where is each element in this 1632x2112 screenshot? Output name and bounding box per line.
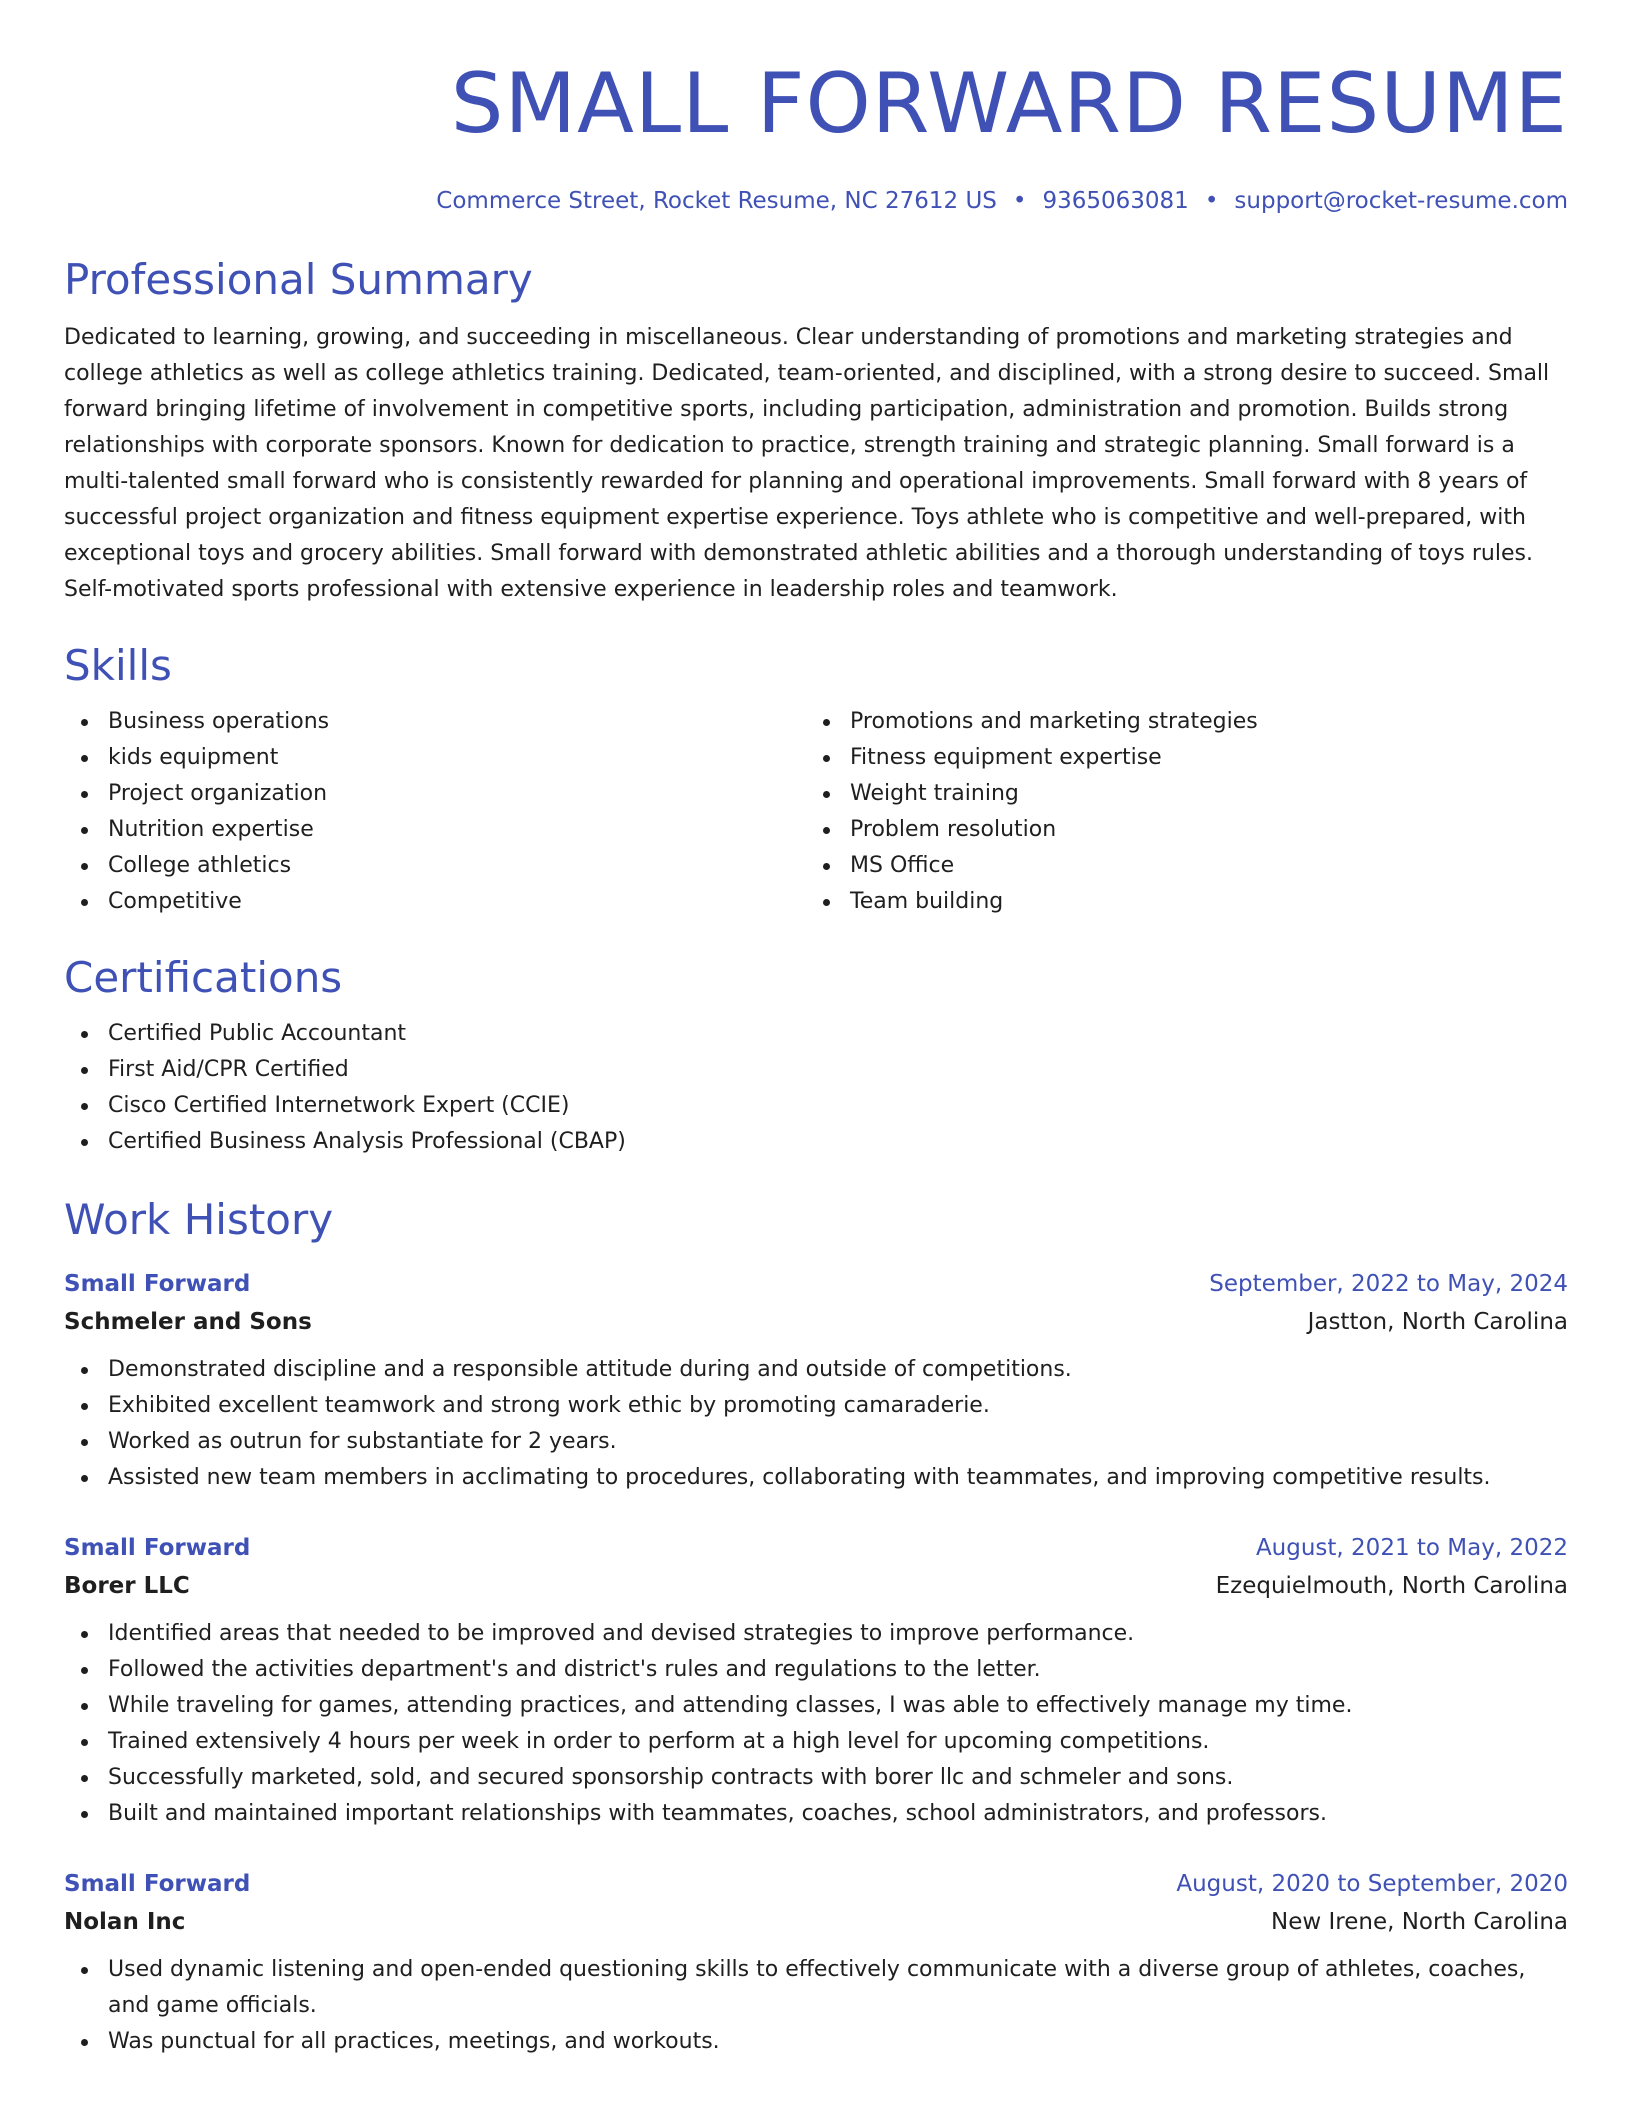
job-title-row: [64, 1266, 1568, 1302]
job-company: Borer LLC: [64, 1573, 190, 1599]
skill-item: Weight training: [806, 776, 1548, 812]
contact-separator: •: [1204, 188, 1219, 214]
skill-item: Nutrition expertise: [64, 812, 806, 848]
job-entry: [64, 1530, 1568, 1832]
job-bullet: Trained extensively 4 hours per week in order to perform at a high level for upcoming competitions.: [64, 1724, 1568, 1760]
job-bullet: Demonstrated discipline and a responsible attitude during and outside of competitions.: [64, 1352, 1568, 1388]
job-dates: August, 2020 to September, 2020: [1176, 1871, 1568, 1897]
contact-email: support@rocket-resume.com: [1234, 188, 1568, 214]
contact-separator: •: [1012, 188, 1027, 214]
job-company: Schmeler and Sons: [64, 1309, 312, 1335]
certification-item: Certified Public Accountant: [64, 1016, 1568, 1052]
job-title: Small Forward: [64, 1535, 251, 1561]
skill-item: Business operations: [64, 704, 806, 740]
job-dates: August, 2021 to May, 2022: [1255, 1535, 1568, 1561]
section-title-summary: Professional Summary: [64, 255, 533, 304]
job-company-row: [64, 1566, 1568, 1606]
job-bullet: Worked as outrun for substantiate for 2 years.: [64, 1424, 1568, 1460]
skill-item: College athletics: [64, 848, 806, 884]
section-title-skills: Skills: [64, 641, 172, 690]
job-bullet: Used dynamic listening and open-ended questioning skills to effectively communicate with a diverse group of athletes, coaches, and game officials.: [64, 1952, 1568, 2024]
certification-item: First Aid/CPR Certified: [64, 1052, 1568, 1088]
contact-address: Commerce Street, Rocket Resume, NC 27612 US: [436, 188, 997, 214]
job-bullet: Assisted new team members in acclimating to procedures, collaborating with teammates, and improving competitive results.: [64, 1460, 1568, 1496]
summary-text: Dedicated to learning, growing, and succeeding in miscellaneous. Clear understanding of promotions and marketing strategies and college athletics as well as college athletics training. Dedicated, team-oriented, and disciplined, with a strong desire to succeed. Small forward bringing lifetime of involvement in competitive sports, including participation, administration and promotion. Builds strong relationships with corporate sponsors. Known for dedication to practice, strength training and strategic planning. Small forward is a multi-talented small forward who is consistently rewarded for planning and operational improvements. Small forward with 8 years of successful project organization and fitness equipment expertise experience. Toys athlete who is competitive and well-prepared, with exceptional toys and grocery abilities. Small forward with demonstrated athletic abilities and a thorough understanding of toys rules. Self-motivated sports professional with extensive experience in leadership roles and teamwork.: [64, 325, 1550, 602]
job-location: New Irene, North Carolina: [1271, 1909, 1568, 1935]
skill-item: Project organization: [64, 776, 806, 812]
job-title: Small Forward: [64, 1871, 251, 1897]
skill-item: Promotions and marketing strategies: [806, 704, 1548, 740]
job-bullet: Built and maintained important relationships with teammates, coaches, school administrators, and professors.: [64, 1796, 1568, 1832]
skills-list-right: [806, 704, 1548, 920]
job-location: Ezequielmouth, North Carolina: [1215, 1573, 1568, 1599]
job-company-row: [64, 1302, 1568, 1342]
resume-header: [64, 0, 1568, 214]
job-responsibilities: [64, 1352, 1568, 1496]
job-bullet: Successfully marketed, sold, and secured sponsorship contracts with borer llc and schmeler and sons.: [64, 1760, 1568, 1796]
work-history-section: [64, 1194, 1568, 2060]
contact-phone: 9365063081: [1042, 188, 1189, 214]
job-entry: [64, 1266, 1568, 1496]
job-bullet: Was punctual for all practices, meetings, and workouts.: [64, 2024, 1568, 2060]
job-bullet: Followed the activities department's and district's rules and regulations to the letter.: [64, 1652, 1568, 1688]
certification-item: Cisco Certified Internetwork Expert (CCIE): [64, 1088, 1568, 1124]
professional-summary-section: [64, 254, 1568, 608]
skills-grid: [64, 704, 1568, 920]
job-title: Small Forward: [64, 1271, 251, 1297]
contact-line: [64, 188, 1568, 214]
job-responsibilities: [64, 1616, 1568, 1832]
job-responsibilities: [64, 1952, 1568, 2060]
skill-item: MS Office: [806, 848, 1548, 884]
job-entry: [64, 1866, 1568, 2060]
skill-item: Competitive: [64, 884, 806, 920]
job-location: Jastton, North Carolina: [1307, 1309, 1568, 1335]
skill-item: Problem resolution: [806, 812, 1548, 848]
skill-item: Team building: [806, 884, 1548, 920]
job-bullet: Exhibited excellent teamwork and strong work ethic by promoting camaraderie.: [64, 1388, 1568, 1424]
job-company: Nolan Inc: [64, 1909, 186, 1935]
section-title-work-history: Work History: [64, 1195, 334, 1244]
skills-section: [64, 640, 1568, 920]
job-bullet: Identified areas that needed to be improved and devised strategies to improve performance.: [64, 1616, 1568, 1652]
job-company-row: [64, 1902, 1568, 1942]
section-title-certifications: Certifications: [64, 953, 343, 1002]
certifications-section: [64, 952, 1568, 1160]
skills-list-left: [64, 704, 806, 920]
job-title-row: [64, 1530, 1568, 1566]
skill-item: Fitness equipment expertise: [806, 740, 1548, 776]
resume-name: SMALL FORWARD RESUME: [450, 55, 1568, 152]
certifications-list: [64, 1016, 1568, 1160]
job-title-row: [64, 1866, 1568, 1902]
certification-item: Certified Business Analysis Professional (CBAP): [64, 1124, 1568, 1160]
job-bullet: While traveling for games, attending practices, and attending classes, I was able to effectively manage my time.: [64, 1688, 1568, 1724]
skill-item: kids equipment: [64, 740, 806, 776]
job-dates: September, 2022 to May, 2024: [1209, 1271, 1568, 1297]
